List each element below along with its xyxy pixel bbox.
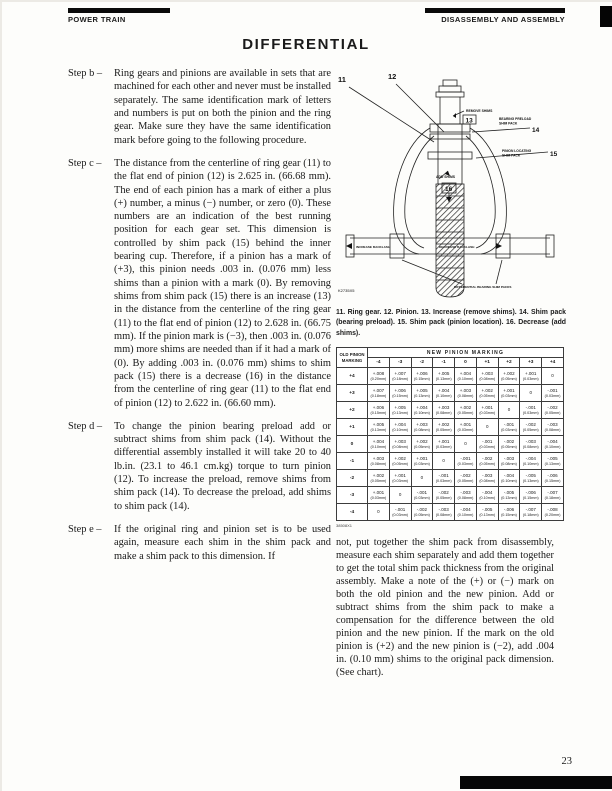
chart-cell: +.005 (0.13mm) bbox=[368, 419, 390, 436]
chart-cell: -.002 (0.05mm) bbox=[498, 436, 520, 453]
step-label: Step d – bbox=[68, 420, 103, 432]
bearing-preload-label-2: SHIM PACK bbox=[499, 121, 518, 126]
figure-column bbox=[336, 66, 566, 680]
chart-row-header: -4 bbox=[337, 504, 368, 521]
chart-cell: -.001 (0.03mm) bbox=[498, 419, 520, 436]
chart-cell: -.002 (0.05mm) bbox=[411, 504, 433, 521]
chart-row bbox=[337, 470, 564, 487]
chart-cell: -.005 (0.13mm) bbox=[520, 470, 542, 487]
chart-cell: -.006 (0.15mm) bbox=[542, 470, 564, 487]
step-text: Ring gears and pinions are available in sets that are machined for each other and never must be installed separately. The same identification mark of letters and numbers is put on both the pinion and the ring gear. Make sure they have the same identification mark before going to the following procedure. bbox=[114, 68, 331, 146]
shim-chart-table bbox=[336, 347, 564, 521]
step-text: To change the pinion bearing preload add or subtract shims from shim pack (14). Without the differential assembly installed it will take 20 to 40 lb.in. (23.1 to 46.1 cm.kg) torque to turn pinion (12). To increase the preload, remove shims from shim pack (14). To decrease the preload, add shims to shim pack (14). bbox=[114, 420, 331, 512]
chart-cell: -.005 (0.13mm) bbox=[476, 504, 498, 521]
chart-cell: +.003 (0.08mm) bbox=[455, 385, 477, 402]
chart-cell: +.002 (0.05mm) bbox=[433, 419, 455, 436]
chart-cell: -.001 (0.03mm) bbox=[455, 453, 477, 470]
chart-cell: 0 bbox=[368, 504, 390, 521]
chart-cell: -.001 (0.03mm) bbox=[411, 487, 433, 504]
chart-row-header: +3 bbox=[337, 385, 368, 402]
chart-row bbox=[337, 453, 564, 470]
steps-column bbox=[68, 67, 331, 563]
chart-column-header: +4 bbox=[542, 358, 564, 368]
page-number: 23 bbox=[561, 756, 572, 767]
chart-span-label: NEW PINION MARKING bbox=[368, 348, 564, 358]
figure-code: K2735X5 bbox=[338, 288, 355, 293]
chart-cell: +.001 (0.03mm) bbox=[498, 385, 520, 402]
callout-13: 13 bbox=[465, 117, 473, 125]
step-c bbox=[68, 157, 331, 410]
differential-diagram bbox=[336, 66, 566, 304]
chart-cell: +.003 (0.08mm) bbox=[368, 453, 390, 470]
chart-row bbox=[337, 436, 564, 453]
chart-corner-label: OLD PINION MARKING bbox=[337, 348, 368, 368]
chart-cell: -.006 (0.15mm) bbox=[498, 504, 520, 521]
chart-row bbox=[337, 487, 564, 504]
chart-cell: +.006 (0.15mm) bbox=[368, 402, 390, 419]
chart-cell: +.001 (0.03mm) bbox=[433, 436, 455, 453]
chart-cell: -.003 (0.08mm) bbox=[455, 487, 477, 504]
header-right-title: DISASSEMBLY AND ASSEMBLY bbox=[441, 15, 565, 24]
chart-cell: -.003 (0.08mm) bbox=[433, 504, 455, 521]
chart-row bbox=[337, 419, 564, 436]
callout-15: 15 bbox=[550, 151, 558, 158]
chart-cell: 0 bbox=[389, 487, 411, 504]
chart-row-header: -1 bbox=[337, 453, 368, 470]
chart-cell: 0 bbox=[542, 368, 564, 385]
chart-cell: -.005 (0.13mm) bbox=[498, 487, 520, 504]
chart-cell: -.003 (0.08mm) bbox=[476, 470, 498, 487]
chart-cell: -.004 (0.10mm) bbox=[542, 436, 564, 453]
step-label: Step b – bbox=[68, 68, 103, 79]
remove-shims-label: REMOVE SHIMS bbox=[466, 109, 493, 113]
chart-row-header: 0 bbox=[337, 436, 368, 453]
chart-cell: +.001 (0.03mm) bbox=[476, 402, 498, 419]
chart-cell: +.004 (0.10mm) bbox=[389, 419, 411, 436]
chart-cell: +.004 (0.10mm) bbox=[411, 402, 433, 419]
bearing-preload-label-1: BEARING PRELOAD bbox=[499, 117, 532, 121]
chart-column-header: +2 bbox=[498, 358, 520, 368]
chart-cell: +.003 (0.08mm) bbox=[433, 402, 455, 419]
page-title: DIFFERENTIAL bbox=[242, 36, 370, 53]
header-left-title: POWER TRAIN bbox=[68, 15, 126, 24]
chart-cell: +.004 (0.10mm) bbox=[368, 436, 390, 453]
page-edge-mark-bottom bbox=[460, 776, 612, 789]
chart-cell: -.003 (0.08mm) bbox=[520, 436, 542, 453]
step-d bbox=[68, 420, 331, 513]
chart-cell: -.007 (0.18mm) bbox=[542, 487, 564, 504]
chart-column-header: 0 bbox=[455, 358, 477, 368]
chart-cell: +.001 (0.03mm) bbox=[455, 419, 477, 436]
chart-cell: -.006 (0.15mm) bbox=[520, 487, 542, 504]
step-label: Step c – bbox=[68, 157, 102, 169]
header-rule-right bbox=[425, 8, 565, 13]
pinion-locating-label-2: SHIM PACK bbox=[502, 153, 521, 158]
chart-cell: -.008 (0.20mm) bbox=[542, 504, 564, 521]
chart-cell: -.001 (0.03mm) bbox=[520, 402, 542, 419]
chart-cell: -.004 (0.10mm) bbox=[498, 470, 520, 487]
differential-bearing-label: DIFFERENTIAL BEARING SHIM PACKS bbox=[454, 285, 512, 289]
chart-cell: -.003 (0.08mm) bbox=[498, 453, 520, 470]
add-shims-label: ADD SHIMS bbox=[436, 175, 456, 179]
chart-row-header: +4 bbox=[337, 368, 368, 385]
chart-cell: +.007 (0.18mm) bbox=[368, 385, 390, 402]
chart-cell: +.003 (0.08mm) bbox=[476, 368, 498, 385]
chart-cell: -.002 (0.05mm) bbox=[433, 487, 455, 504]
chart-cell: -.005 (0.13mm) bbox=[542, 453, 564, 470]
chart-cell: +.006 (0.15mm) bbox=[389, 385, 411, 402]
chart-cell: +.006 (0.15mm) bbox=[411, 368, 433, 385]
chart-cell: +.002 (0.05mm) bbox=[498, 368, 520, 385]
chart-cell: -.001 (0.03mm) bbox=[389, 504, 411, 521]
chart-cell: +.005 (0.13mm) bbox=[389, 402, 411, 419]
chart-cell: -.004 (0.10mm) bbox=[520, 453, 542, 470]
chart-cell: +.004 (0.10mm) bbox=[433, 385, 455, 402]
chart-cell: -.002 (0.05mm) bbox=[476, 453, 498, 470]
callout-14: 14 bbox=[532, 127, 540, 134]
chart-row-header: -3 bbox=[337, 487, 368, 504]
step-b bbox=[68, 67, 331, 147]
chart-cell: 0 bbox=[476, 419, 498, 436]
step-label: Step e – bbox=[68, 524, 102, 535]
chart-cell: -.001 (0.03mm) bbox=[433, 470, 455, 487]
step-text: If the original ring and pinion set is to be used again, measure each shim in the shim pack and make a shim pack to this dimension. If bbox=[114, 524, 331, 562]
chart-cell: 0 bbox=[520, 385, 542, 402]
chart-cell: +.003 (0.08mm) bbox=[389, 436, 411, 453]
chart-column-header: -2 bbox=[411, 358, 433, 368]
chart-cell: +.007 (0.18mm) bbox=[389, 368, 411, 385]
callout-16: 16 bbox=[445, 186, 453, 193]
chart-cell: +.002 (0.05mm) bbox=[368, 470, 390, 487]
chart-cell: +.001 (0.03mm) bbox=[368, 487, 390, 504]
chart-cell: -.002 (0.05mm) bbox=[520, 419, 542, 436]
chart-cell: +.002 (0.05mm) bbox=[455, 402, 477, 419]
increase-backlash-label: INCREASE BACKLASH bbox=[356, 245, 391, 249]
chart-cell: 0 bbox=[498, 402, 520, 419]
continuation-paragraph: not, put together the shim pack from disassembly, measure each shim separately and add them together to get the total shim pack thickness from the original assembly. Make a note of the (+) or (−) mark on both the old pinion and the new pinion. Add or subtract shims from the shim pack to make a compensation for the difference between the old pinion and the new pinion. If the mark on the old pinion is (+2) and the new pinion is (−2), add .004 in. (0.10 mm) shims to the original pack dimension. (See chart). bbox=[336, 537, 554, 678]
chart-row-header: +1 bbox=[337, 419, 368, 436]
chart-cell: +.001 (0.03mm) bbox=[411, 453, 433, 470]
chart-cell: -.004 (0.10mm) bbox=[455, 504, 477, 521]
chart-row bbox=[337, 368, 564, 385]
chart-column-header: -1 bbox=[433, 358, 455, 368]
chart-cell: 0 bbox=[411, 470, 433, 487]
chart-row bbox=[337, 402, 564, 419]
chart-cell: +.001 (0.03mm) bbox=[389, 470, 411, 487]
chart-cell: -.004 (0.10mm) bbox=[476, 487, 498, 504]
chart-column-header: -3 bbox=[389, 358, 411, 368]
chart-cell: +.005 (0.13mm) bbox=[411, 385, 433, 402]
chart-cell: +.003 (0.08mm) bbox=[411, 419, 433, 436]
chart-cell: -.001 (0.03mm) bbox=[542, 385, 564, 402]
chart-cell: +.002 (0.05mm) bbox=[476, 385, 498, 402]
chart-cell: 0 bbox=[455, 436, 477, 453]
decrease-backlash-label: DECREASE BACKLASH bbox=[439, 245, 475, 249]
figure-caption: 11. Ring gear. 12. Pinion. 13. Increase (remove shims). 14. Shim pack (bearing preload). 15. Shim pack (pinion location). 16. Decrease (add shims). bbox=[336, 309, 566, 337]
chart-cell: +.001 (0.03mm) bbox=[520, 368, 542, 385]
pinion-locating-label-1: PINION LOCATING bbox=[502, 149, 532, 153]
chart-cell: +.004 (0.10mm) bbox=[455, 368, 477, 385]
chart-code: 38508X1 bbox=[336, 523, 353, 529]
chart-cell: -.003 (0.08mm) bbox=[542, 419, 564, 436]
chart-row-header: -2 bbox=[337, 470, 368, 487]
chart-cell: -.007 (0.18mm) bbox=[520, 504, 542, 521]
chart-cell: +.005 (0.13mm) bbox=[433, 368, 455, 385]
chart-row bbox=[337, 385, 564, 402]
chart-cell: +.002 (0.05mm) bbox=[389, 453, 411, 470]
page-edge-mark-top bbox=[600, 6, 612, 27]
callout-11: 11 bbox=[338, 75, 346, 84]
chart-column-header: +3 bbox=[520, 358, 542, 368]
chart-cell: +.008 (0.20mm) bbox=[368, 368, 390, 385]
chart-column-header: +1 bbox=[476, 358, 498, 368]
step-text: The distance from the centerline of ring gear (11) to the flat end of pinion (12) is 2.625 in. (66.68 mm). The end of each pinion has a mark of either a plus (+) number, a minus (−) number, or zero (0). These numbers are an indication of the best running position for each gear set. This dimension is controlled by shim pack (15) behind the inner bearing cup. Therefore, if a pinion has a mark of (+3), this pinion needs .003 in. (0.076 mm) less shims than a pinion with a mark (0). By removing shims from shim pack (15) there is an increase (13) in the distance from the centerline of the ring gear (11) to the flat end of pinion (12) to 2.628 in. (66.75 mm). If the pinion mark is (−3), then .003 in. (0.076 mm) more shims are needed than if it had a mark of (0). By adding .003 in. (0.076 mm) shims to shim pack (15) there is a decrease (16) in the distance from the centerline of ring gear (11) to the flat end of pinion (12) to 2.622 in. (66.60 mm). bbox=[114, 157, 331, 409]
chart-cell: -.002 (0.05mm) bbox=[542, 402, 564, 419]
chart-column-header: -4 bbox=[368, 358, 390, 368]
chart-cell: -.001 (0.03mm) bbox=[476, 436, 498, 453]
chart-cell: -.002 (0.05mm) bbox=[455, 470, 477, 487]
chart-cell: 0 bbox=[433, 453, 455, 470]
callout-12: 12 bbox=[388, 72, 397, 81]
header-rule-left bbox=[68, 8, 170, 13]
chart-row bbox=[337, 504, 564, 521]
chart-cell: +.002 (0.05mm) bbox=[411, 436, 433, 453]
chart-row-header: +2 bbox=[337, 402, 368, 419]
step-e bbox=[68, 523, 331, 563]
